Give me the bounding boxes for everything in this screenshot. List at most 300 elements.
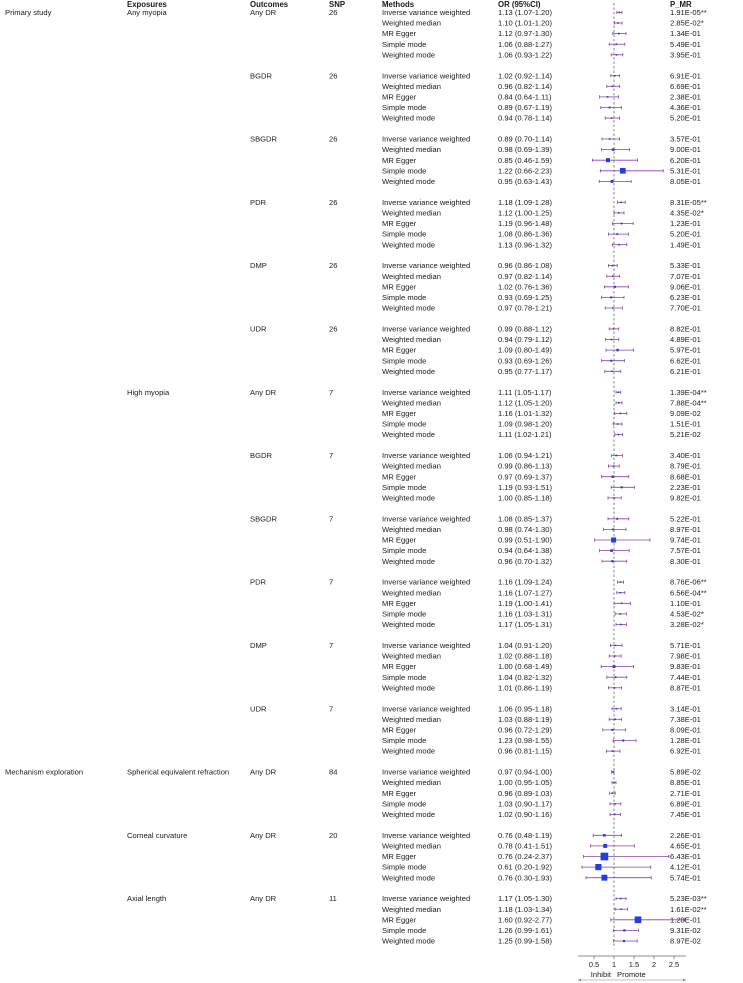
p-value: 2.38E-01 [670, 92, 701, 102]
method-label: Inverse variance weighted [382, 451, 471, 461]
p-value: 6.43E-01 [670, 852, 701, 862]
snp-count: 84 [329, 767, 338, 777]
or-ci-text: 1.22 (0.66-2.23) [498, 166, 553, 176]
or-point [614, 803, 616, 805]
p-value: 4.36E-01 [670, 103, 701, 113]
or-ci-text: 0.93 (0.69-1.26) [498, 356, 553, 366]
method-label: MR Egger [382, 725, 417, 735]
or-point [620, 202, 622, 204]
or-ci-text: 1.23 (0.98-1.55) [498, 736, 553, 746]
p-value: 5.33E-01 [670, 261, 701, 271]
p-value: 5.20E-01 [670, 229, 701, 239]
or-point [612, 307, 614, 309]
method-label: Weighted median [382, 904, 441, 914]
method-label: Weighted mode [382, 430, 436, 440]
method-label: Inverse variance weighted [382, 894, 471, 904]
p-value: 8.97E-02 [670, 936, 701, 946]
header-exposures: Exposures [127, 0, 167, 9]
or-point [615, 676, 617, 678]
method-label: Weighted median [382, 271, 441, 281]
method-label: Weighted mode [382, 177, 436, 186]
arrow-left-icon [578, 979, 581, 982]
or-ci-text: 1.16 (1.09-1.24) [498, 577, 553, 587]
or-ci-text: 0.76 (0.24-2.37) [498, 852, 553, 862]
snp-count: 7 [329, 641, 334, 650]
p-value: 2.23E-01 [670, 482, 701, 492]
p-value: 8.05E-01 [670, 177, 701, 186]
outcome-label: UDR [250, 324, 267, 334]
method-label: Weighted mode [382, 240, 436, 250]
or-point [620, 898, 622, 900]
or-point [620, 624, 622, 626]
or-point [618, 244, 620, 246]
outcome-label: PDR [250, 197, 267, 207]
exposure-label: Axial length [127, 894, 167, 904]
or-point [612, 771, 614, 773]
method-label: Simple mode [382, 293, 427, 302]
or-point [621, 603, 623, 605]
p-value: 3.28E-02* [670, 620, 704, 630]
snp-count: 7 [329, 577, 334, 587]
or-ci-text: 0.93 (0.69-1.25) [498, 293, 553, 302]
p-value: 1.61E-02** [670, 904, 707, 914]
p-value: 6.91E-01 [670, 71, 701, 81]
method-label: MR Egger [382, 345, 417, 355]
snp-count: 26 [329, 8, 338, 17]
or-point [616, 233, 618, 235]
method-label: Weighted median [382, 335, 441, 345]
or-point [612, 86, 614, 88]
or-point [620, 413, 622, 415]
p-value: 5.31E-01 [670, 166, 701, 176]
method-label: Weighted median [382, 81, 441, 91]
p-value: 5.20E-01 [670, 113, 701, 123]
or-ci-text: 0.96 (0.82-1.14) [498, 81, 553, 91]
p-value: 8.87E-01 [670, 683, 701, 693]
or-ci-text: 0.94 (0.78-1.14) [498, 113, 553, 123]
p-value: 2.85E-02* [670, 18, 704, 28]
or-point [620, 168, 626, 174]
method-label: Weighted median [382, 651, 441, 661]
or-point [620, 613, 622, 615]
method-label: Inverse variance weighted [382, 8, 471, 17]
or-ci-text: 0.97 (0.78-1.21) [498, 303, 553, 313]
or-ci-text: 1.17 (1.05-1.30) [498, 894, 553, 904]
or-ci-text: 0.78 (0.41-1.51) [498, 841, 553, 851]
or-point [612, 750, 614, 752]
method-label: Weighted median [382, 461, 441, 471]
or-point [618, 12, 620, 14]
or-point [620, 908, 622, 910]
or-point [603, 844, 607, 848]
method-label: Weighted mode [382, 873, 436, 883]
or-ci-text: 0.85 (0.46-1.59) [498, 155, 553, 165]
method-label: Weighted mode [382, 936, 436, 946]
or-point [623, 940, 625, 942]
or-point [618, 212, 620, 214]
p-value: 7.70E-01 [670, 303, 701, 313]
p-value: 8.79E-01 [670, 461, 701, 471]
method-label: Weighted mode [382, 493, 436, 503]
p-value: 3.57E-01 [670, 134, 701, 144]
snp-count: 26 [329, 261, 338, 271]
or-ci-text: 1.17 (1.05-1.31) [498, 620, 553, 630]
or-point [622, 739, 624, 741]
p-value: 3.14E-01 [670, 704, 701, 714]
or-ci-text: 0.97 (0.82-1.14) [498, 271, 553, 281]
or-point [620, 592, 622, 594]
method-label: Simple mode [382, 546, 427, 556]
p-value: 9.09E-02 [670, 409, 701, 418]
or-ci-text: 1.18 (1.09-1.28) [498, 197, 553, 207]
p-value: 1.39E-04** [670, 387, 707, 397]
arrow-right-icon [683, 979, 686, 982]
x-tick-label: 1.5 [628, 960, 640, 969]
snp-count: 7 [329, 451, 334, 461]
method-label: Inverse variance weighted [382, 767, 471, 777]
exposure-label: High myopia [127, 387, 170, 397]
or-ci-text: 0.96 (0.70-1.32) [498, 556, 553, 566]
header-methods: Methods [382, 0, 415, 9]
method-label: Weighted median [382, 145, 441, 155]
or-point [610, 360, 612, 362]
p-value: 5.21E-02 [670, 430, 701, 440]
method-label: Inverse variance weighted [382, 387, 471, 397]
or-ci-text: 0.76 (0.30-1.93) [498, 873, 553, 883]
or-ci-text: 0.89 (0.67-1.19) [498, 103, 553, 113]
p-value: 1.91E-05** [670, 8, 707, 17]
or-ci-text: 1.02 (0.90-1.16) [498, 810, 553, 819]
exposure-label: Any myopia [127, 8, 167, 17]
method-label: Weighted mode [382, 556, 436, 566]
or-ci-text: 0.96 (0.86-1.08) [498, 261, 553, 271]
or-point [611, 537, 616, 542]
or-ci-text: 1.12 (1.00-1.25) [498, 208, 553, 218]
header-snp: SNP [329, 0, 346, 9]
p-value: 6.56E-04** [670, 588, 707, 598]
p-value: 1.10E-01 [670, 598, 701, 608]
or-point [609, 107, 611, 109]
header-outcomes: Outcomes [250, 0, 289, 9]
method-label: Weighted median [382, 841, 441, 851]
or-ci-text: 0.99 (0.86-1.13) [498, 461, 553, 471]
or-point [618, 434, 620, 436]
p-value: 5.71E-01 [670, 641, 701, 650]
or-ci-text: 0.98 (0.74-1.30) [498, 525, 553, 534]
p-value: 6.69E-01 [670, 81, 701, 91]
or-point [617, 423, 619, 425]
or-point [616, 708, 618, 710]
or-point [618, 391, 620, 393]
or-ci-text: 0.76 (0.48-1.19) [498, 830, 553, 840]
p-value: 2.71E-01 [670, 788, 701, 798]
or-ci-text: 1.03 (0.88-1.19) [498, 714, 553, 724]
method-label: MR Egger [382, 472, 417, 482]
method-label: Weighted mode [382, 113, 436, 123]
method-label: MR Egger [382, 282, 417, 292]
method-label: Weighted median [382, 778, 441, 788]
header-or: OR (95%CI) [498, 0, 541, 9]
or-ci-text: 1.00 (0.95-1.05) [498, 778, 553, 788]
or-point [611, 371, 613, 373]
method-label: MR Egger [382, 29, 417, 39]
or-point [595, 864, 601, 870]
p-value: 5.97E-01 [670, 345, 701, 355]
or-ci-text: 1.25 (0.99-1.58) [498, 936, 553, 946]
p-value: 4.35E-02* [670, 208, 704, 218]
or-ci-text: 1.09 (0.98-1.20) [498, 419, 553, 429]
x-axis [578, 956, 686, 982]
outcome-label: Any DR [250, 830, 277, 840]
snp-count: 26 [329, 134, 338, 144]
p-value: 5.74E-01 [670, 873, 701, 883]
or-ci-text: 1.02 (0.76-1.36) [498, 282, 553, 292]
or-ci-text: 0.99 (0.88-1.12) [498, 324, 553, 334]
method-label: Simple mode [382, 672, 427, 682]
or-ci-text: 1.19 (0.93-1.51) [498, 482, 553, 492]
method-label: MR Egger [382, 219, 417, 229]
method-label: Weighted median [382, 588, 441, 598]
or-ci-text: 1.06 (0.94-1.21) [498, 451, 553, 461]
p-value: 3.95E-01 [670, 50, 701, 60]
or-ci-text: 1.04 (0.82-1.32) [498, 672, 553, 682]
or-point [610, 296, 612, 298]
p-value: 4.53E-02* [670, 609, 704, 619]
or-ci-text: 1.19 (0.96-1.48) [498, 219, 553, 229]
method-label: MR Egger [382, 915, 417, 925]
or-point [616, 43, 618, 45]
p-value: 7.98E-01 [670, 651, 701, 661]
method-label: Inverse variance weighted [382, 514, 471, 524]
outcome-label: BGDR [250, 71, 272, 81]
snp-count: 7 [329, 387, 334, 397]
or-ci-text: 0.94 (0.79-1.12) [498, 335, 553, 345]
method-label: Inverse variance weighted [382, 830, 471, 840]
outcome-label: DMP [250, 641, 267, 650]
or-ci-text: 0.97 (0.94-1.00) [498, 767, 553, 777]
outcome-label: Any DR [250, 894, 277, 904]
or-ci-text: 0.84 (0.64-1.11) [498, 92, 552, 102]
method-label: Simple mode [382, 482, 427, 492]
or-ci-text: 1.09 (0.80-1.49) [498, 345, 553, 355]
method-label: Inverse variance weighted [382, 134, 471, 144]
axis-label-inhibit: Inhibit [590, 970, 611, 979]
p-value: 9.06E-01 [670, 282, 701, 292]
p-value: 1.51E-01 [670, 419, 701, 429]
or-ci-text: 0.96 (0.89-1.03) [498, 788, 553, 798]
exposure-label: Corneal curvature [127, 830, 188, 840]
method-label: Simple mode [382, 862, 427, 872]
p-value: 9.83E-01 [670, 662, 701, 672]
or-point [618, 402, 620, 404]
or-point [607, 96, 609, 98]
or-ci-text: 1.06 (0.93-1.22) [498, 50, 553, 60]
exposure-label: Spherical equivalent refraction [127, 767, 230, 777]
p-value: 9.00E-01 [670, 145, 701, 155]
or-point [601, 875, 607, 881]
method-label: Simple mode [382, 39, 427, 49]
p-value: 1.23E-01 [670, 219, 701, 229]
p-value: 8.09E-01 [670, 725, 701, 735]
method-label: MR Egger [382, 662, 417, 672]
p-value: 4.89E-01 [670, 335, 701, 345]
p-value: 7.44E-01 [670, 672, 701, 682]
or-point [617, 22, 619, 24]
or-ci-text: 1.08 (0.85-1.37) [498, 514, 553, 524]
method-label: Weighted median [382, 208, 441, 218]
method-label: Weighted mode [382, 620, 436, 630]
outcome-label: UDR [250, 704, 267, 714]
or-ci-text: 1.01 (0.86-1.19) [498, 683, 553, 693]
or-ci-text: 1.12 (0.97-1.30) [498, 29, 553, 39]
or-point [615, 645, 617, 647]
or-point [611, 560, 613, 562]
p-value: 7.45E-01 [670, 810, 701, 819]
p-value: 6.23E-01 [670, 293, 701, 302]
or-ci-text: 0.97 (0.69-1.37) [498, 472, 553, 482]
p-value: 6.89E-01 [670, 799, 701, 809]
outcome-label: Any DR [250, 387, 277, 397]
or-point [612, 792, 614, 794]
or-point [611, 729, 613, 731]
method-label: MR Egger [382, 852, 417, 862]
p-value: 2.26E-01 [670, 830, 701, 840]
p-value: 6.21E-01 [670, 366, 701, 376]
or-ci-text: 0.99 (0.51-1.90) [498, 535, 553, 545]
method-label: Weighted mode [382, 683, 436, 693]
or-point [616, 54, 618, 56]
or-ci-text: 1.12 (1.05-1.20) [498, 398, 553, 408]
snp-count: 7 [329, 514, 334, 524]
method-label: Simple mode [382, 419, 427, 429]
method-label: Weighted mode [382, 810, 436, 819]
p-value: 9.31E-02 [670, 926, 701, 935]
p-value: 8.31E-05** [670, 197, 707, 207]
method-label: Simple mode [382, 229, 427, 239]
method-label: MR Egger [382, 409, 417, 418]
or-ci-text: 0.96 (0.72-1.29) [498, 725, 553, 735]
or-ci-text: 1.02 (0.92-1.14) [498, 71, 553, 81]
x-tick-label: 2 [651, 960, 657, 969]
method-label: MR Egger [382, 535, 417, 545]
outcome-label: DMP [250, 261, 267, 271]
method-label: Inverse variance weighted [382, 261, 471, 271]
outcome-label: SBGDR [250, 134, 278, 144]
or-point [611, 339, 613, 341]
method-label: MR Egger [382, 598, 417, 608]
or-point [618, 33, 620, 35]
p-value: 1.49E-01 [670, 240, 701, 250]
or-ci-text: 1.16 (1.07-1.27) [498, 588, 553, 598]
method-label: Simple mode [382, 166, 427, 176]
or-ci-text: 1.06 (0.95-1.18) [498, 704, 553, 714]
outcome-label: Any DR [250, 767, 277, 777]
or-ci-text: 1.11 (1.02-1.21) [498, 430, 552, 440]
outcome-label: SBGDR [250, 514, 278, 524]
or-ci-text: 0.96 (0.81-1.15) [498, 746, 553, 756]
or-ci-text: 0.89 (0.70-1.14) [498, 134, 553, 144]
method-label: Inverse variance weighted [382, 704, 471, 714]
or-point [623, 929, 625, 931]
or-ci-text: 1.13 (0.96-1.32) [498, 240, 553, 250]
method-label: Simple mode [382, 799, 427, 809]
method-label: Weighted median [382, 525, 441, 534]
or-point [612, 265, 614, 267]
p-value: 6.62E-01 [670, 356, 701, 366]
method-label: Inverse variance weighted [382, 641, 471, 650]
or-ci-text: 1.03 (0.90-1.17) [498, 799, 553, 809]
method-label: Weighted median [382, 714, 441, 724]
or-ci-text: 1.19 (1.00-1.41) [498, 598, 553, 608]
p-value: 8.85E-01 [670, 778, 701, 788]
or-point [616, 518, 618, 520]
or-point [606, 158, 610, 162]
or-point [601, 853, 609, 861]
header-p: P_MR [670, 0, 692, 9]
snp-count: 26 [329, 197, 338, 207]
p-value: 4.12E-01 [670, 862, 701, 872]
p-value: 1.34E-01 [670, 29, 701, 39]
or-point [610, 549, 613, 552]
p-value: 7.57E-01 [670, 546, 701, 556]
axis-label-promote: Promote [617, 970, 646, 979]
or-point [616, 455, 618, 457]
or-ci-text: 0.61 (0.20-1.92) [498, 862, 553, 872]
or-ci-text: 1.06 (0.88-1.27) [498, 39, 553, 49]
or-point [612, 275, 614, 277]
snp-count: 26 [329, 324, 338, 334]
x-tick-label: 2.5 [668, 960, 680, 969]
p-value: 9.82E-01 [670, 493, 701, 503]
method-label: Inverse variance weighted [382, 71, 471, 81]
or-point [614, 719, 616, 721]
p-value: 5.22E-01 [670, 514, 701, 524]
p-value: 8.82E-01 [670, 324, 701, 334]
or-ci-text: 1.10 (1.01-1.20) [498, 18, 553, 28]
method-label: Simple mode [382, 609, 427, 619]
study-label: Primary study [5, 8, 52, 17]
method-label: MR Egger [382, 155, 417, 165]
method-label: Inverse variance weighted [382, 197, 471, 207]
or-ci-text: 1.00 (0.85-1.18) [498, 493, 553, 503]
or-ci-text: 1.13 (1.07-1.20) [498, 8, 553, 17]
or-point [621, 486, 623, 488]
or-point [616, 349, 618, 351]
method-label: MR Egger [382, 788, 417, 798]
or-point [621, 223, 623, 225]
or-ci-text: 1.26 (0.99-1.61) [498, 926, 553, 935]
or-ci-text: 1.11 (1.05-1.17) [498, 387, 552, 397]
method-label: Weighted mode [382, 303, 436, 313]
p-value: 6.20E-01 [670, 155, 701, 165]
outcome-label: BGDR [250, 451, 272, 461]
outcome-label: Any DR [250, 8, 277, 17]
or-ci-text: 0.95 (0.77-1.17) [498, 366, 553, 376]
or-ci-text: 0.95 (0.63-1.43) [498, 177, 553, 186]
method-label: Simple mode [382, 103, 427, 113]
p-value: 7.38E-01 [670, 714, 701, 724]
p-value: 5.23E-03** [670, 894, 707, 904]
or-ci-text: 1.00 (0.68-1.49) [498, 662, 553, 672]
study-label: Mechanism exploration [5, 767, 84, 777]
or-ci-text: 1.08 (0.86-1.36) [498, 229, 553, 239]
p-value: 8.76E-06** [670, 577, 707, 587]
method-label: Simple mode [382, 926, 427, 935]
p-value: 8.97E-01 [670, 525, 701, 534]
method-label: Inverse variance weighted [382, 577, 471, 587]
x-tick-label: 0.5 [588, 960, 600, 969]
p-value: 1.28E-01 [670, 736, 701, 746]
